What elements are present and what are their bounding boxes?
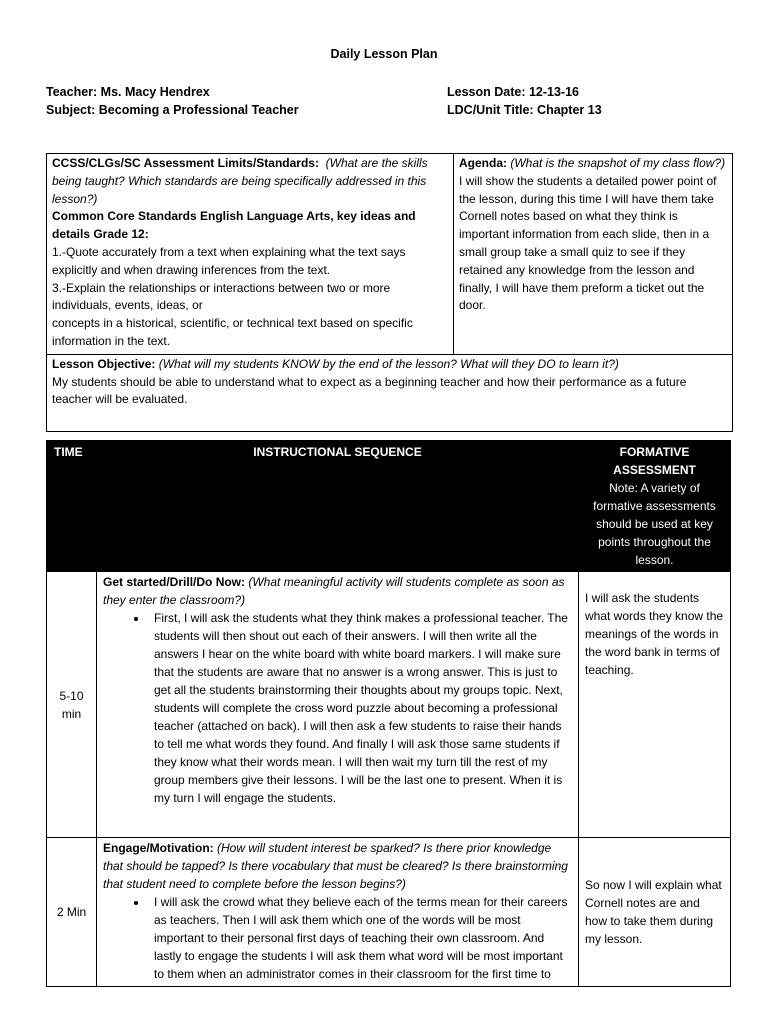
lesson-date-line: Lesson Date: 12-13-16 (447, 85, 580, 99)
header-left (46, 83, 299, 119)
agenda-cell (454, 154, 733, 355)
row-label: Get started/Drill/Do Now: (103, 575, 246, 589)
standards-label: CCSS/CLGs/SC Assessment Limits/Standards: (52, 156, 319, 170)
sequence-bullet-list (103, 893, 572, 983)
agenda-label: Agenda: (459, 156, 507, 170)
formative-header-note: Note: A variety of formative assessments should be used at key points throughout the lesson. (593, 481, 716, 567)
subject-line: Subject: Becoming a Professional Teacher (46, 103, 299, 117)
objective-text: My students should be able to understand what to expect as a beginning teacher and how their performance as a future teacher will be evaluated. (52, 374, 687, 407)
formative-cell: I will ask the students what words they know the meanings of the words in the word bank in terms of teaching. (579, 572, 731, 838)
time-cell: 2 Min (47, 838, 97, 987)
formative-header (579, 441, 731, 572)
time-header: TIME (47, 441, 97, 572)
table-row (47, 572, 731, 838)
instructional-header: INSTRUCTIONAL SEQUENCE (97, 441, 579, 572)
header-right (447, 83, 602, 119)
standards-subheading: Common Core Standards English Language Arts, key ideas and details Grade 12: (52, 209, 416, 242)
agenda-text: I will show the students a detailed power point of the lesson, during this time I will have them take Cornell notes based on what they think is important information from each slide, then in a small group take a small quiz to see if they retained any knowledge from the lesson and finally, I will have them preform a ticket out the door. (459, 173, 717, 313)
list-item: • First, I will ask the students what they think makes a professional teacher. The students will then shout out each of their answers. I will then write all the answers I hear on the white board with white board markers. I will make sure that the students are aware that no answer is a wrong answer. This is just to get all the students brainstorming their thoughts about my groups topic. Next, students will complete the cross word puzzle about becoming a professional teacher (attached on back). I will then ask a few students to raise their hands to tell me what words they found. And finally I will ask those same students if they know what their words mean. I will then wait my turn till the rest of my group members give their lessons. I will be the last one to present. When it is my turn I will engage the students. (148, 609, 572, 807)
row-prompt: (How will student interest be sparked? Is there prior knowledge that should be tapped? Is there vocabulary that must be cleared? Is there brainstorming that student need to complete before the lesson begins?) (103, 841, 568, 891)
time-cell: 5-10 min (47, 572, 97, 838)
instructional-sequence-table (46, 440, 731, 987)
formative-header-title: FORMATIVE ASSESSMENT (613, 445, 696, 477)
formative-cell: So now I will explain what Cornell notes are and how to take them during my lesson. (579, 838, 731, 987)
table-row (47, 838, 731, 987)
standard-item-3b: concepts in a historical, scientific, or technical text based on specific information in the text. (52, 316, 413, 348)
agenda-prompt: (What is the snapshot of my class flow?) (510, 156, 726, 170)
sequence-bullet-list (103, 609, 572, 807)
row-prompt: (What meaningful activity will students complete as soon as they enter the classroom?) (103, 575, 565, 607)
standards-prompt: (What are the skills being taught? Which standards are being specifically addressed in this lesson?) (52, 156, 428, 206)
list-item: • I will ask the crowd what they believe each of the terms mean for their careers as teachers. Then I will ask them which one of the words will be most important to their personal first days of teaching their own classroom. And lastly to engage the students I will ask them what word will be most important to them when an administrator comes in their classroom for the first time to (148, 893, 572, 983)
standards-cell (47, 154, 454, 355)
standard-item-3a: 3.-Explain the relationships or interactions between two or more individuals, events, ideas, or (52, 280, 391, 313)
row-label: Engage/Motivation: (103, 841, 214, 855)
objective-label: Lesson Objective: (52, 356, 156, 371)
standard-item-1: 1.-Quote accurately from a text when explaining what the text says explicitly and when drawing inferences from the text. (52, 244, 406, 277)
objective-cell (47, 354, 733, 431)
teacher-line: Teacher: Ms. Macy Hendrex (46, 85, 210, 99)
document-title: Daily Lesson Plan (330, 47, 438, 61)
sequence-header-row (47, 441, 731, 572)
objective-prompt: (What will my students KNOW by the end of the lesson? What will they DO to learn it?) (158, 356, 619, 371)
sequence-cell (97, 572, 579, 838)
sequence-cell (97, 838, 579, 987)
unit-title-line: LDC/Unit Title: Chapter 13 (447, 103, 602, 117)
standards-agenda-table (46, 153, 733, 432)
